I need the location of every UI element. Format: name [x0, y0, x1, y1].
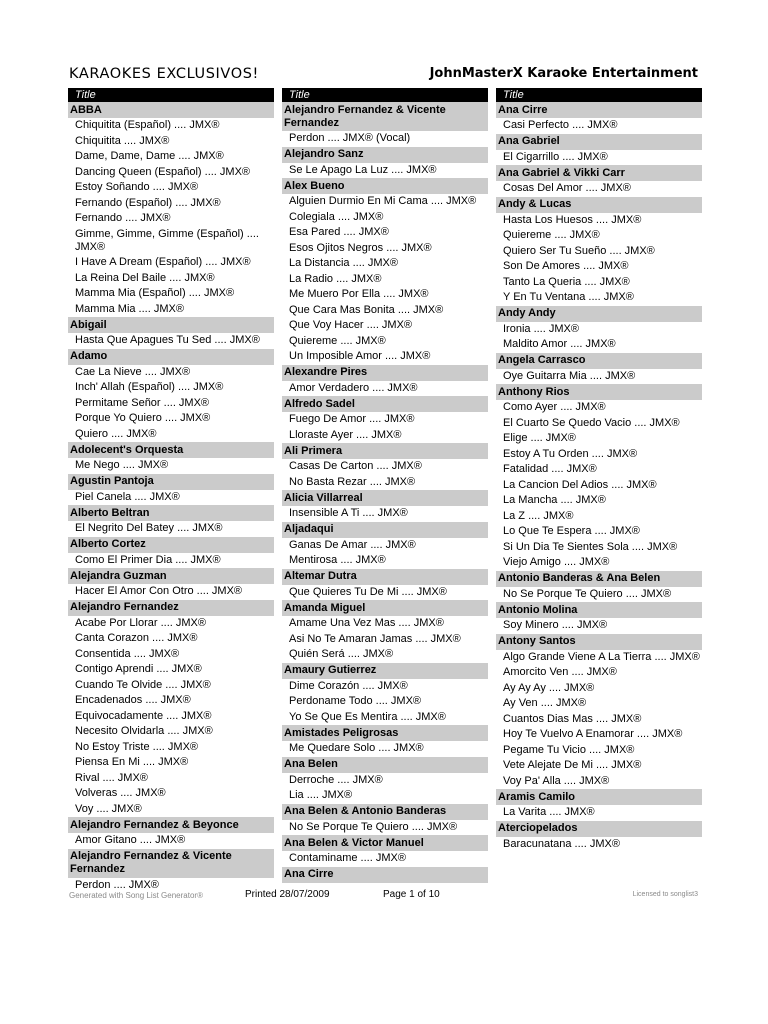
song-entry: Cosas Del Amor .... JMX®	[503, 182, 631, 194]
song-entry: Fernando (Español) .... JMX®	[75, 196, 221, 209]
song-entry: Ay Ven .... JMX®	[503, 697, 587, 709]
song-entry: Cuantos Dias Mas .... JMX®	[503, 712, 642, 725]
song-entry: Dime Corazón .... JMX®	[289, 679, 408, 692]
song-entry: Voy .... JMX®	[75, 802, 142, 815]
song-entry: Baracunatana .... JMX®	[503, 837, 620, 850]
page-title: KARAOKES EXCLUSIVOS!	[69, 66, 259, 82]
song-entry: Acabe Por Llorar .... JMX®	[75, 616, 206, 629]
song-entry: Hasta Los Huesos .... JMX®	[503, 213, 642, 226]
song-entry: Amame Una Vez Mas .... JMX®	[289, 617, 444, 629]
song-entry: Derroche .... JMX®	[289, 773, 383, 786]
song-entry: Amor Verdadero .... JMX®	[289, 381, 418, 394]
artist-heading: Adolecent's Orquesta	[68, 442, 274, 458]
song-entry: Quiereme .... JMX®	[503, 229, 600, 241]
artist-heading: Amistades Peligrosas	[282, 725, 488, 741]
song-entry: Porque Yo Quiero .... JMX®	[75, 412, 211, 424]
artist-heading: ABBA	[68, 102, 274, 118]
song-list	[68, 88, 702, 891]
song-entry: Lia .... JMX®	[289, 789, 353, 801]
song-entry: Volveras .... JMX®	[75, 787, 166, 799]
song-entry: Perdon .... JMX® (Vocal)	[289, 132, 411, 144]
artist-heading: Amanda Miguel	[282, 600, 488, 616]
song-entry: No Se Porque Te Quiero .... JMX®	[503, 587, 672, 600]
song-entry: Como El Primer Dia .... JMX®	[75, 553, 221, 566]
song-entry: Casi Perfecto .... JMX®	[503, 119, 618, 131]
song-entry: Pegame Tu Vicio .... JMX®	[503, 743, 635, 756]
song-entry: Contigo Aprendi .... JMX®	[75, 663, 202, 675]
generator-credit: Generated with Song List Generator®	[69, 891, 203, 900]
song-entry: Me Quedare Solo .... JMX®	[289, 742, 424, 754]
song-entry: Ganas De Amar .... JMX®	[289, 538, 416, 551]
song-entry: Ironia .... JMX®	[503, 322, 579, 335]
artist-heading: Ana Cirre	[282, 867, 488, 883]
song-entry: Asi No Te Amaran Jamas .... JMX®	[289, 632, 461, 645]
song-entry: La Distancia .... JMX®	[289, 257, 398, 269]
song-entry: Necesito Olvidarla .... JMX®	[75, 725, 213, 737]
artist-heading: Antonio Banderas & Ana Belen	[496, 571, 702, 587]
song-entry: Alguien Durmio En Mi Cama .... JMX®	[289, 195, 477, 207]
song-entry: Lo Que Te Espera .... JMX®	[503, 525, 640, 537]
artist-heading: Alexandre Pires	[282, 365, 488, 381]
song-entry: Yo Se Que Es Mentira .... JMX®	[289, 710, 446, 723]
song-entry: Piel Canela .... JMX®	[75, 490, 180, 503]
artist-heading: Agustin Pantoja	[68, 474, 274, 490]
song-entry: Viejo Amigo .... JMX®	[503, 556, 610, 568]
printed-date: Printed 28/07/2009	[245, 889, 330, 900]
song-entry: Elige .... JMX®	[503, 432, 576, 444]
song-entry: Quiero Ser Tu Sueño .... JMX®	[503, 244, 655, 257]
song-entry: No Basta Rezar .... JMX®	[289, 475, 416, 488]
artist-heading: Alejandro Fernandez & Vicente Fernandez	[68, 849, 274, 878]
song-entry: Vete Alejate De Mi .... JMX®	[503, 759, 642, 771]
song-entry: Esa Pared .... JMX®	[289, 226, 389, 238]
song-column-1	[68, 88, 274, 893]
song-column-3	[496, 88, 702, 852]
song-entry: Un Imposible Amor .... JMX®	[289, 350, 431, 362]
song-entry: Dame, Dame, Dame .... JMX®	[75, 150, 224, 162]
artist-heading: Ana Belen & Victor Manuel	[282, 835, 488, 851]
column-header: Title	[282, 88, 488, 102]
song-entry: Fuego De Amor .... JMX®	[289, 413, 415, 425]
song-entry: Se Le Apago La Luz .... JMX®	[289, 163, 437, 176]
song-entry: Son De Amores .... JMX®	[503, 260, 629, 272]
artist-heading: Anthony Rios	[496, 384, 702, 400]
song-entry: Casas De Carton .... JMX®	[289, 460, 422, 472]
page-number: Page 1 of 10	[383, 889, 440, 900]
song-entry: Chiquitita (Español) .... JMX®	[75, 119, 220, 131]
song-entry: Y En Tu Ventana .... JMX®	[503, 291, 634, 303]
song-entry: No Se Porque Te Quiero .... JMX®	[289, 820, 458, 833]
column-header: Title	[68, 88, 274, 102]
song-entry: Que Voy Hacer .... JMX®	[289, 319, 413, 331]
artist-heading: Alejandro Fernandez	[68, 600, 274, 616]
song-entry: Quién Será .... JMX®	[289, 648, 394, 660]
artist-heading: Alicia Villarreal	[282, 490, 488, 506]
artist-heading: Ana Gabriel & Vikki Carr	[496, 165, 702, 181]
song-entry: Que Cara Mas Bonita .... JMX®	[289, 303, 444, 316]
song-entry: Hoy Te Vuelvo A Enamorar .... JMX®	[503, 728, 683, 740]
song-entry: Gimme, Gimme, Gimme (Español) .... JMX®	[75, 228, 259, 253]
song-entry: Como Ayer .... JMX®	[503, 401, 606, 413]
artist-heading: Andy Andy	[496, 306, 702, 322]
song-entry: Ay Ay Ay .... JMX®	[503, 681, 595, 694]
artist-heading: Ali Primera	[282, 443, 488, 459]
song-entry: La Radio .... JMX®	[289, 272, 382, 285]
song-entry: Amorcito Ven .... JMX®	[503, 666, 617, 678]
artist-heading: Alberto Beltran	[68, 505, 274, 521]
song-entry: Esos Ojitos Negros .... JMX®	[289, 241, 432, 254]
song-entry: Me Muero Por Ella .... JMX®	[289, 288, 429, 300]
song-entry: Cuando Te Olvide .... JMX®	[75, 678, 211, 691]
artist-heading: Ana Belen	[282, 757, 488, 773]
song-entry: Perdon .... JMX®	[75, 878, 159, 891]
song-entry: Soy Minero .... JMX®	[503, 619, 608, 631]
song-entry: Canta Corazon .... JMX®	[75, 632, 198, 644]
song-entry: Fernando .... JMX®	[75, 212, 171, 224]
artist-heading: Abigail	[68, 317, 274, 333]
song-entry: Dancing Queen (Español) .... JMX®	[75, 165, 251, 178]
song-entry: El Cigarrillo .... JMX®	[503, 150, 608, 163]
song-entry: Insensible A Ti .... JMX®	[289, 507, 408, 519]
song-entry: La Cancion Del Adios .... JMX®	[503, 478, 657, 491]
song-entry: Chiquitita .... JMX®	[75, 134, 170, 147]
song-entry: Permitame Señor .... JMX®	[75, 396, 210, 409]
song-entry: Estoy A Tu Orden .... JMX®	[503, 447, 638, 460]
song-entry: Amor Gitano .... JMX®	[75, 834, 186, 846]
song-entry: Quiero .... JMX®	[75, 427, 157, 440]
artist-heading: Alfredo Sadel	[282, 396, 488, 412]
song-entry: Hasta Que Apagues Tu Sed .... JMX®	[75, 334, 260, 346]
song-entry: Si Un Dia Te Sientes Sola .... JMX®	[503, 540, 678, 553]
song-entry: Estoy Soñando .... JMX®	[75, 181, 199, 193]
artist-heading: Andy & Lucas	[496, 197, 702, 213]
song-entry: Quiereme .... JMX®	[289, 334, 386, 347]
license-note: Licensed to songlist3	[632, 891, 698, 898]
artist-heading: Ana Gabriel	[496, 134, 702, 150]
artist-heading: Amaury Gutierrez	[282, 663, 488, 679]
song-entry: Fatalidad .... JMX®	[503, 463, 597, 475]
artist-heading: Alejandra Guzman	[68, 568, 274, 584]
song-entry: Encadenados .... JMX®	[75, 694, 191, 706]
artist-heading: Adamo	[68, 349, 274, 365]
song-entry: El Cuarto Se Quedo Vacio .... JMX®	[503, 416, 680, 429]
artist-heading: Antony Santos	[496, 634, 702, 650]
artist-heading: Alejandro Fernandez & Beyonce	[68, 817, 274, 833]
song-entry: El Negrito Del Batey .... JMX®	[75, 522, 223, 534]
song-entry: I Have A Dream (Español) .... JMX®	[75, 256, 251, 268]
song-entry: Perdoname Todo .... JMX®	[289, 695, 422, 707]
song-entry: Me Nego .... JMX®	[75, 459, 169, 471]
song-entry: Que Quieres Tu De Mi .... JMX®	[289, 585, 447, 598]
song-entry: Algo Grande Viene A La Tierra .... JMX®	[503, 651, 700, 663]
song-entry: Equivocadamente .... JMX®	[75, 709, 212, 722]
artist-heading: Aljadaqui	[282, 522, 488, 538]
song-entry: Inch' Allah (Español) .... JMX®	[75, 381, 224, 393]
song-entry: Lloraste Ayer .... JMX®	[289, 428, 402, 441]
song-entry: Tanto La Queria .... JMX®	[503, 275, 630, 288]
song-entry: La Varita .... JMX®	[503, 806, 595, 818]
song-entry: Mentirosa .... JMX®	[289, 554, 386, 566]
song-entry: Piensa En Mi .... JMX®	[75, 756, 189, 768]
song-entry: Contaminame .... JMX®	[289, 852, 406, 864]
song-entry: Maldito Amor .... JMX®	[503, 338, 616, 350]
company-name: JohnMasterX Karaoke Entertainment	[429, 66, 698, 81]
artist-heading: Alex Bueno	[282, 178, 488, 194]
song-entry: Mamma Mia (Español) .... JMX®	[75, 287, 235, 299]
song-entry: Consentida .... JMX®	[75, 647, 180, 660]
song-column-2	[282, 88, 488, 883]
artist-heading: Aramis Camilo	[496, 789, 702, 805]
artist-heading: Alejandro Sanz	[282, 147, 488, 163]
song-entry: Voy Pa' Alla .... JMX®	[503, 774, 610, 787]
song-entry: La Z .... JMX®	[503, 509, 574, 522]
artist-heading: Alejandro Fernandez & Vicente Fernandez	[282, 102, 488, 131]
song-entry: Oye Guitarra Mia .... JMX®	[503, 369, 636, 382]
artist-heading: Ana Belen & Antonio Banderas	[282, 804, 488, 820]
song-entry: Colegiala .... JMX®	[289, 210, 384, 223]
artist-heading: Angela Carrasco	[496, 353, 702, 369]
song-entry: No Estoy Triste .... JMX®	[75, 740, 199, 753]
artist-heading: Aterciopelados	[496, 821, 702, 837]
artist-heading: Alberto Cortez	[68, 537, 274, 553]
artist-heading: Ana Cirre	[496, 102, 702, 118]
column-header: Title	[496, 88, 702, 102]
artist-heading: Altemar Dutra	[282, 569, 488, 585]
song-entry: Mamma Mia .... JMX®	[75, 302, 184, 315]
artist-heading: Antonio Molina	[496, 602, 702, 618]
song-entry: Hacer El Amor Con Otro .... JMX®	[75, 585, 243, 597]
song-entry: La Reina Del Baile .... JMX®	[75, 271, 215, 284]
song-entry: Cae La Nieve .... JMX®	[75, 365, 191, 378]
song-entry: La Mancha .... JMX®	[503, 494, 606, 506]
song-entry: Rival .... JMX®	[75, 771, 148, 784]
